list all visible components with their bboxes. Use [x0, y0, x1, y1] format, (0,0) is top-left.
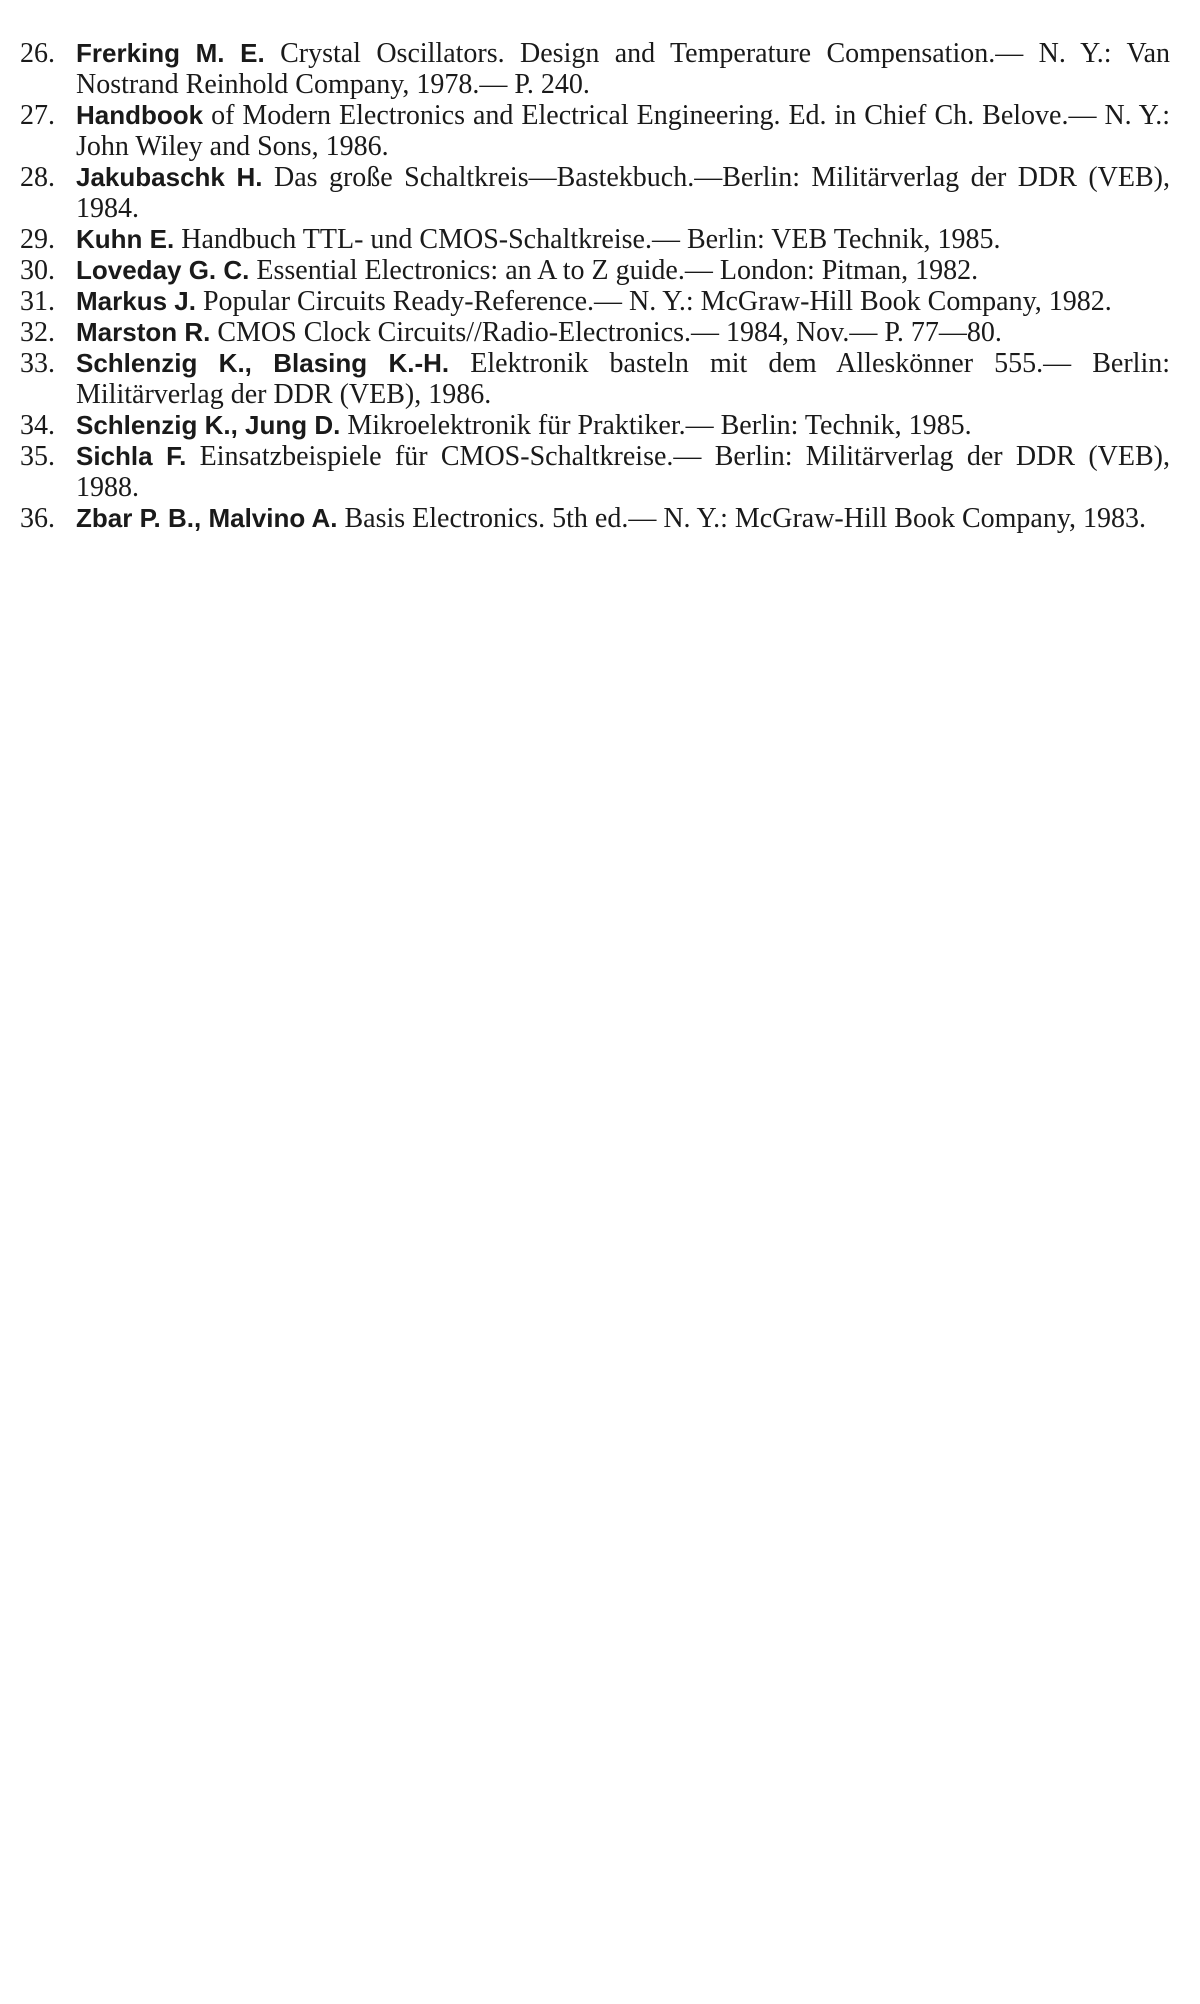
reference-list — [20, 38, 1170, 534]
reference-author: Kuhn E. — [76, 224, 175, 254]
reference-text: Einsatzbeispiele für CMOS-Schaltkreise.— Berlin: Militärverlag der DDR (VEB), 1988. — [76, 441, 1170, 503]
reference-entry — [20, 162, 1170, 224]
reference-entry — [20, 441, 1170, 503]
reference-author: Zbar P. B., Malvino A. — [76, 503, 338, 533]
reference-text: CMOS Clock Circuits//Radio-Electronics.— 1984, Nov.— P. 77—80. — [210, 317, 1002, 348]
reference-text: of Modern Electronics and Electrical Engineering. Ed. in Chief Ch. Belove.— N. Y.: John Wiley and Sons, 1986. — [76, 100, 1170, 162]
reference-number: 26. — [20, 38, 55, 69]
reference-text: Elektronik basteln mit dem Alleskönner 555.— Berlin: Militärverlag der DDR (VEB), 1986. — [76, 348, 1170, 410]
reference-number: 32. — [20, 317, 55, 348]
reference-entry — [20, 348, 1170, 410]
reference-number: 34. — [20, 410, 55, 441]
reference-author: Schlenzig K., Jung D. — [76, 410, 341, 440]
reference-entry — [20, 503, 1170, 534]
reference-author: Markus J. — [76, 286, 196, 316]
reference-number: 28. — [20, 162, 55, 193]
reference-entry — [20, 100, 1170, 162]
reference-entry — [20, 286, 1170, 317]
reference-number: 27. — [20, 100, 55, 131]
reference-author: Frerking M. E. — [76, 38, 265, 68]
reference-entry — [20, 317, 1170, 348]
reference-number: 31. — [20, 286, 55, 317]
reference-number: 33. — [20, 348, 55, 379]
reference-text: Basis Electronics. 5th ed.— N. Y.: McGraw-Hill Book Company, 1983. — [337, 503, 1147, 534]
reference-text: Crystal Oscillators. Design and Temperature Compensation.— N. Y.: Van Nostrand Reinhold Company, 1978.— P. 240. — [76, 38, 1170, 100]
reference-text: Mikroelektronik für Praktiker.— Berlin: Technik, 1985. — [340, 410, 972, 441]
reference-text: Essential Electronics: an A to Z guide.— London: Pitman, 1982. — [249, 255, 979, 286]
reference-number: 35. — [20, 441, 55, 472]
reference-entry — [20, 255, 1170, 286]
reference-author: Loveday G. C. — [76, 255, 250, 285]
reference-text: Das große Schaltkreis—Bastekbuch.—Berlin: Militärverlag der DDR (VEB), 1984. — [76, 162, 1171, 224]
reference-entry — [20, 410, 1170, 441]
reference-author: Handbook — [76, 100, 204, 130]
reference-text: Handbuch TTL- und CMOS-Schaltkreise.— Berlin: VEB Technik, 1985. — [174, 224, 1001, 255]
reference-entry — [20, 224, 1170, 255]
reference-author: Sichla F. — [76, 441, 187, 471]
reference-author: Schlenzig K., Blasing K.-H. — [76, 348, 450, 378]
reference-number: 30. — [20, 255, 55, 286]
reference-number: 36. — [20, 503, 55, 534]
reference-author: Marston R. — [76, 317, 211, 347]
reference-author: Jakubaschk H. — [76, 162, 263, 192]
reference-text: Popular Circuits Ready-Reference.— N. Y.: McGraw-Hill Book Company, 1982. — [195, 286, 1112, 317]
reference-entry — [20, 38, 1170, 100]
reference-number: 29. — [20, 224, 55, 255]
